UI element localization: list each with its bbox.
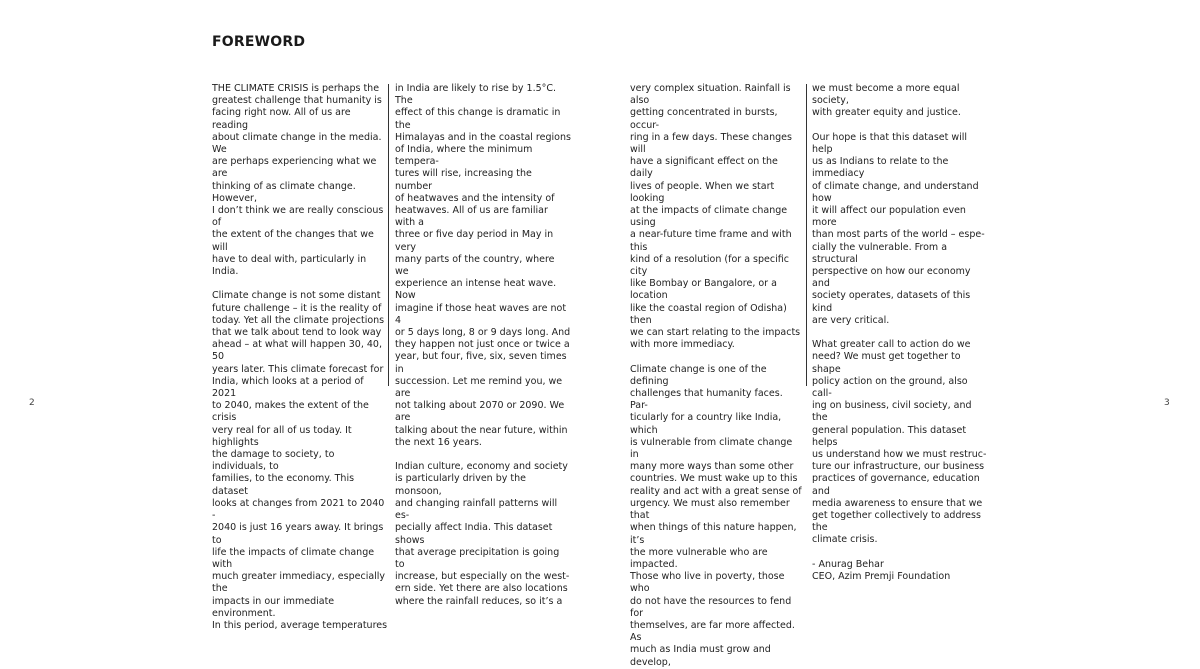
paragraph: very complex situation. Rainfall is also getting concentrated in bursts, occur- ring in a few days. These changes will have a significant effect on the daily lives of people. When we start looking at the impacts of climate change using a near-future time frame and with this kind of a resolution (for a specific city like Bombay or Bangalore, or a location like the coastal region of Odisha) then we can start relating to the impacts with more immediacy. bbox=[630, 83, 801, 351]
paragraph: we must become a more equal society, with greater equity and justice. bbox=[812, 83, 961, 119]
paragraph: Climate change is one of the defining challenges that humanity faces. Par- ticularly for a country like India, which is vulnerable from climate change in many more ways than some other countries. We must wake up to this reality and act with a great sense of urgency. We must also remember that when things of this nature happen, it’s the more vulnerable who are impacted. Those who live in poverty, those who do not have the resources to fend for themselves, are far more affected. As much as India must grow and develop, bbox=[630, 363, 802, 668]
signature-role: CEO, Azim Premji Foundation bbox=[812, 571, 951, 583]
paragraph: in India are likely to rise by 1.5°C. The effect of this change is dramatic in the Himalayas and in the coastal regions of India, where the minimum tempera- tures will rise, increasing the number of heatwaves and the intensity of heatwaves. All of us are familiar with a three or five day period in May in very many parts of the country, where we experience an intense heat wave. Now imagine if those heat waves are not 4 or 5 days long, 8 or 9 days long. And they happen not just once or twice a year, but four, five, six, seven times in succession. Let me remind you, we are not talking about 2070 or 2090. We are talking about the near future, within the next 16 years. bbox=[395, 83, 571, 448]
signature-block bbox=[812, 559, 990, 583]
paragraph: What greater call to action do we need? We must get together to shape policy action on the ground, also call- ing on business, civil society, and the general population. This dataset helps us understand how we must restruc- ture our infrastructure, our business practices of governance, education and media awareness to ensure that we get together collectively to address the climate crisis. bbox=[812, 339, 987, 546]
page-number-left: 2 bbox=[29, 398, 35, 408]
page-title: FOREWORD bbox=[212, 34, 306, 50]
column-divider bbox=[806, 84, 807, 386]
text-column-2 bbox=[395, 83, 571, 608]
paragraph: Indian culture, economy and society is particularly driven by the monsoon, and changing rainfall patterns will es- pecially affect India. This dataset shows that average precipitation is going to increase, but especially on the west- ern side. Yet there are also locations where the rainfall reduces, so it’s a bbox=[395, 461, 570, 607]
text-column-3 bbox=[630, 83, 802, 669]
text-column-1 bbox=[212, 83, 388, 632]
paragraph: Our hope is that this dataset will help us as Indians to relate to the immediacy of climate change, and understand how it will affect our population even more than most parts of the world – espe- cially the vulnerable. From a structural perspective on how our economy and society operates, datasets of this kind are very critical. bbox=[812, 131, 985, 326]
column-divider bbox=[388, 84, 389, 386]
paragraph: THE CLIMATE CRISIS is perhaps the greatest challenge that humanity is facing right now. All of us are reading about climate change in the media. We are perhaps experiencing what we are thinking of as climate change. However, I don’t think we are really conscious of the extent of the changes that we will have to deal with, particularly in India. bbox=[212, 83, 384, 278]
page-number-right: 3 bbox=[1164, 398, 1170, 408]
paragraph: Climate change is not some distant future challenge – it is the reality of today. Yet all the climate projections that we talk about tend to look way ahead – at what will happen 30, 40, 50 years later. This climate forecast for India, which looks at a period of 2021 to 2040, makes the extent of the crisis very real for all of us today. It highlights the damage to society, to individuals, to families, to the economy. This dataset looks at changes from 2021 to 2040 - 2040 is just 16 years away. It brings to life the impacts of climate change with much greater immediacy, especially the impacts in our immediate environment. In this period, average temperatures bbox=[212, 290, 388, 631]
signature-name: - Anurag Behar bbox=[812, 558, 884, 570]
text-column-4 bbox=[812, 83, 990, 583]
